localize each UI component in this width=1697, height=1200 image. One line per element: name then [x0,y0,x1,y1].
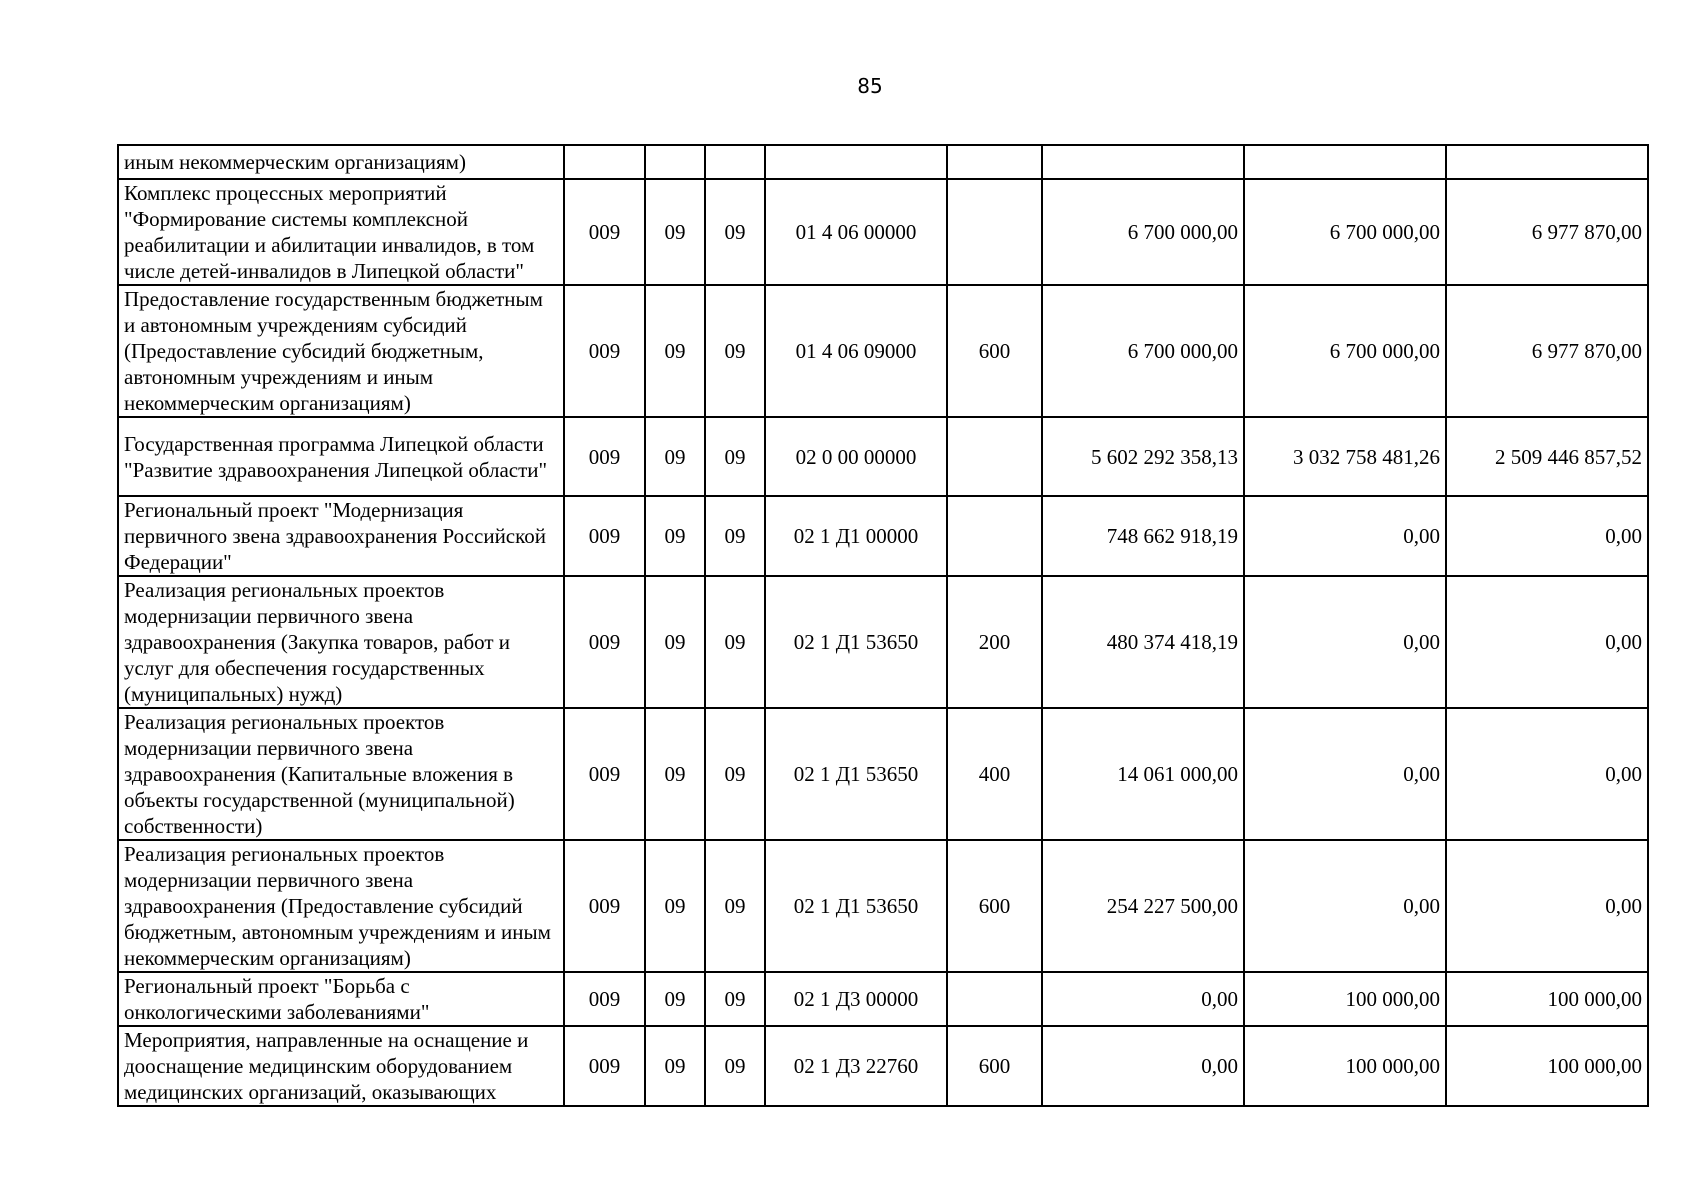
expense-type-code [947,496,1042,576]
row-description: Государственная программа Липецкой области "Развитие здравоохранения Липецкой области" [118,417,564,496]
amount-year-1: 5 602 292 358,13 [1042,417,1244,496]
row-description: Реализация региональных проектов модернизации первичного звена здравоохранения (Капитальные вложения в объекты государственной (муниципальной) собственности) [118,708,564,840]
section-code: 09 [645,972,705,1026]
row-description: Комплекс процессных мероприятий "Формирование системы комплексной реабилитации и абилитации инвалидов, в том числе детей-инвалидов в Липецкой области" [118,179,564,285]
subsection-code: 09 [705,840,765,972]
expense-type-code: 600 [947,1026,1042,1106]
expense-type-code [947,179,1042,285]
table-row [118,496,1648,576]
subsection-code [705,145,765,179]
target-article-code: 01 4 06 00000 [765,179,947,285]
row-description: Мероприятия, направленные на оснащение и дооснащение медицинским оборудованием медицинских организаций, оказывающих [118,1026,564,1106]
admin-code: 009 [564,576,645,708]
target-article-code: 02 0 00 00000 [765,417,947,496]
subsection-code: 09 [705,179,765,285]
subsection-code: 09 [705,1026,765,1106]
section-code: 09 [645,496,705,576]
amount-year-1: 0,00 [1042,1026,1244,1106]
table-row [118,1026,1648,1106]
row-description: Региональный проект "Борьба с онкологическими заболеваниями" [118,972,564,1026]
expense-type-code [947,417,1042,496]
table-body [118,145,1648,1106]
expense-type-code: 600 [947,840,1042,972]
section-code: 09 [645,708,705,840]
section-code: 09 [645,179,705,285]
amount-year-3: 0,00 [1446,708,1648,840]
amount-year-1: 14 061 000,00 [1042,708,1244,840]
row-description: Реализация региональных проектов модернизации первичного звена здравоохранения (Предоставление субсидий бюджетным, автономным учреждениям и иным некоммерческим организациям) [118,840,564,972]
amount-year-1: 0,00 [1042,972,1244,1026]
admin-code: 009 [564,179,645,285]
budget-table [117,144,1649,1107]
expense-type-code [947,972,1042,1026]
admin-code: 009 [564,840,645,972]
amount-year-2: 0,00 [1244,708,1446,840]
table-row [118,417,1648,496]
section-code: 09 [645,576,705,708]
amount-year-2: 3 032 758 481,26 [1244,417,1446,496]
table-row [118,179,1648,285]
page-number: 85 [857,74,883,98]
target-article-code: 02 1 Д1 53650 [765,576,947,708]
amount-year-3: 100 000,00 [1446,1026,1648,1106]
amount-year-2 [1244,145,1446,179]
subsection-code: 09 [705,972,765,1026]
table-row [118,972,1648,1026]
amount-year-3: 6 977 870,00 [1446,179,1648,285]
amount-year-1: 6 700 000,00 [1042,179,1244,285]
table-row [118,145,1648,179]
section-code [645,145,705,179]
amount-year-1: 254 227 500,00 [1042,840,1244,972]
subsection-code: 09 [705,708,765,840]
target-article-code: 02 1 Д1 00000 [765,496,947,576]
target-article-code: 01 4 06 09000 [765,285,947,417]
target-article-code [765,145,947,179]
table-row [118,840,1648,972]
admin-code: 009 [564,708,645,840]
amount-year-1: 6 700 000,00 [1042,285,1244,417]
amount-year-1: 480 374 418,19 [1042,576,1244,708]
table-row [118,708,1648,840]
target-article-code: 02 1 Д1 53650 [765,708,947,840]
section-code: 09 [645,285,705,417]
row-description: Региональный проект "Модернизация первичного звена здравоохранения Российской Федерации" [118,496,564,576]
expense-type-code: 400 [947,708,1042,840]
section-code: 09 [645,1026,705,1106]
amount-year-1 [1042,145,1244,179]
amount-year-1: 748 662 918,19 [1042,496,1244,576]
admin-code: 009 [564,496,645,576]
amount-year-3: 6 977 870,00 [1446,285,1648,417]
admin-code: 009 [564,417,645,496]
subsection-code: 09 [705,417,765,496]
amount-year-3 [1446,145,1648,179]
row-description: Реализация региональных проектов модернизации первичного звена здравоохранения (Закупка товаров, работ и услуг для обеспечения государственных (муниципальных) нужд) [118,576,564,708]
amount-year-2: 0,00 [1244,576,1446,708]
amount-year-3: 0,00 [1446,576,1648,708]
amount-year-3: 2 509 446 857,52 [1446,417,1648,496]
amount-year-2: 6 700 000,00 [1244,285,1446,417]
target-article-code: 02 1 Д3 00000 [765,972,947,1026]
subsection-code: 09 [705,285,765,417]
amount-year-2: 100 000,00 [1244,972,1446,1026]
admin-code: 009 [564,1026,645,1106]
section-code: 09 [645,417,705,496]
amount-year-3: 100 000,00 [1446,972,1648,1026]
expense-type-code: 600 [947,285,1042,417]
subsection-code: 09 [705,496,765,576]
amount-year-2: 0,00 [1244,496,1446,576]
admin-code [564,145,645,179]
section-code: 09 [645,840,705,972]
target-article-code: 02 1 Д1 53650 [765,840,947,972]
amount-year-2: 6 700 000,00 [1244,179,1446,285]
row-description: Предоставление государственным бюджетным и автономным учреждениям субсидий (Предоставление субсидий бюджетным, автономным учреждениям и иным некоммерческим организациям) [118,285,564,417]
admin-code: 009 [564,285,645,417]
table-row [118,285,1648,417]
table-row [118,576,1648,708]
amount-year-2: 0,00 [1244,840,1446,972]
admin-code: 009 [564,972,645,1026]
amount-year-2: 100 000,00 [1244,1026,1446,1106]
subsection-code: 09 [705,576,765,708]
row-description: иным некоммерческим организациям) [118,145,564,179]
expense-type-code: 200 [947,576,1042,708]
expense-type-code [947,145,1042,179]
amount-year-3: 0,00 [1446,840,1648,972]
amount-year-3: 0,00 [1446,496,1648,576]
target-article-code: 02 1 Д3 22760 [765,1026,947,1106]
